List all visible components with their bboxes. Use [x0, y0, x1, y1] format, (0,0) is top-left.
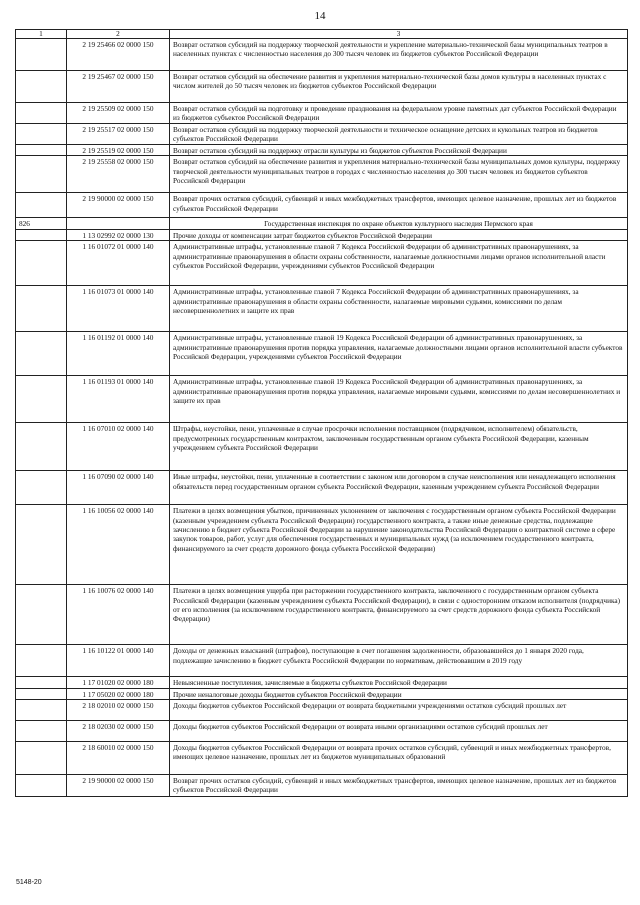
column-header-3: 3 — [170, 30, 628, 39]
admin-code-cell: 826 — [16, 218, 67, 229]
revenue-description-cell: Административные штрафы, установленные главой 7 Кодекса Российской Федерации об административных правонарушениях, за административные правонарушения в области охраны собственности, налагаемые мировыми судьями, комиссиями по делам несовершеннолетних и защите их прав — [170, 286, 628, 332]
admin-code-cell — [16, 645, 67, 677]
revenue-code-cell: 2 19 25509 02 0000 150 — [67, 103, 170, 124]
table-row — [16, 505, 628, 585]
table-row — [16, 124, 628, 145]
revenue-description-cell: Доходы бюджетов субъектов Российской Федерации от возврата иными организациями остатков субсидий прошлых лет — [170, 721, 628, 742]
revenue-description-cell: Возврат остатков субсидий на подготовку и проведение празднования на федеральном уровне памятных дат субъектов Российской Федерации из бюджетов субъектов Российской Федерации — [170, 103, 628, 124]
table-row — [16, 376, 628, 423]
table-row — [16, 775, 628, 797]
revenue-code-cell: 2 18 60010 02 0000 150 — [67, 742, 170, 775]
table-body — [16, 39, 628, 797]
table-row — [16, 688, 628, 699]
column-header-1: 1 — [16, 30, 67, 39]
revenue-code-cell: 2 18 02030 02 0000 150 — [67, 721, 170, 742]
admin-code-cell — [16, 156, 67, 193]
revenue-description-cell: Доходы бюджетов субъектов Российской Федерации от возврата прочих остатков субсидий, субвенций и иных межбюджетных трансфертов, имеющих целевое назначение, прошлых лет из бюджетов муниципальных образований — [170, 742, 628, 775]
admin-code-cell — [16, 229, 67, 240]
revenue-code-cell: 2 19 25466 02 0000 150 — [67, 39, 170, 71]
admin-code-cell — [16, 193, 67, 218]
table-row — [16, 229, 628, 240]
table-row — [16, 241, 628, 286]
revenue-description-cell: Административные штрафы, установленные главой 19 Кодекса Российской Федерации об административных правонарушениях, за административные правонарушения против порядка управления, налагаемые мировыми судьями, комиссиями по делам несовершеннолетних и защите их прав — [170, 376, 628, 423]
revenue-code-cell: 1 16 10056 02 0000 140 — [67, 505, 170, 585]
revenue-code-cell: 1 16 10122 01 0000 140 — [67, 645, 170, 677]
admin-code-cell — [16, 585, 67, 645]
table-header-row — [16, 30, 628, 39]
column-header-2: 2 — [67, 30, 170, 39]
revenue-code-cell: 2 19 25517 02 0000 150 — [67, 124, 170, 145]
revenue-description-cell: Иные штрафы, неустойки, пени, уплаченные в соответствии с законом или договором в случае неисполнения или ненадлежащего исполнения обязательств перед государственным органом субъекта Российской Федерации, казенным учреждением субъекта Российской Федерации — [170, 471, 628, 505]
revenue-code-cell: 1 13 02992 02 0000 130 — [67, 229, 170, 240]
table-row — [16, 645, 628, 677]
administrator-name-cell: Государственная инспекция по охране объектов культурного наследия Пермского края — [170, 218, 628, 229]
admin-code-cell — [16, 688, 67, 699]
revenue-description-cell: Штрафы, неустойки, пени, уплаченные в случае просрочки исполнения поставщиком (подрядчиком, исполнителем) обязательств, предусмотренных государственным контрактом, заключенным государственным органом субъекта Российской Федерации, казенным учреждением субъекта Российской Федерации — [170, 423, 628, 471]
revenue-description-cell: Возврат остатков субсидий на поддержку творческой деятельности и укрепление материально-технической базы муниципальных театров в населенных пунктах с численностью населения до 300 тысяч человек из бюджетов субъектов Российской Федерации — [170, 39, 628, 71]
revenue-description-cell: Невыясненные поступления, зачисляемые в бюджеты субъектов Российской Федерации — [170, 677, 628, 688]
revenue-code-cell: 2 18 02010 02 0000 150 — [67, 700, 170, 721]
revenue-code-cell: 2 19 90000 02 0000 150 — [67, 775, 170, 797]
admin-code-cell — [16, 376, 67, 423]
admin-code-cell — [16, 505, 67, 585]
administrator-header-row — [16, 218, 628, 229]
revenue-description-cell: Платежи в целях возмещения ущерба при расторжении государственного контракта, заключенного с государственным органом субъекта Российской Федерации (казенным учреждением субъекта Российской Федерации), в связи с односторонним отказом исполнителя (подрядчика) от его исполнения (за исключением государственного контракта, финансируемого за счет средств дорожного фонда субъекта Российской Федерации) — [170, 585, 628, 645]
revenue-codes-table — [15, 29, 628, 797]
revenue-description-cell: Возврат остатков субсидий на поддержку отрасли культуры из бюджетов субъектов Российской Федерации — [170, 145, 628, 156]
table-row — [16, 423, 628, 471]
revenue-description-cell: Возврат прочих остатков субсидий, субвенций и иных межбюджетных трансфертов, имеющих целевое назначение, прошлых лет из бюджетов субъектов Российской Федерации — [170, 193, 628, 218]
revenue-code-cell: 1 17 05020 02 0000 180 — [67, 688, 170, 699]
admin-code-cell — [16, 775, 67, 797]
table-row — [16, 193, 628, 218]
table-row — [16, 585, 628, 645]
revenue-description-cell: Возврат остатков субсидий на обеспечение развития и укрепления материально-технической базы муниципальных домов культуры, поддержку творческой деятельности муниципальных театров в городах с численностью населения до 300 тысяч человек из бюджетов субъектов Российской Федерации — [170, 156, 628, 193]
admin-code-cell — [16, 241, 67, 286]
revenue-description-cell: Административные штрафы, установленные главой 19 Кодекса Российской Федерации об административных правонарушениях, за административные правонарушения против порядка управления, налагаемые должностными лицами органов исполнительной власти субъектов Российской Федерации, учреждениями субъектов Российской Федерации — [170, 332, 628, 376]
revenue-description-cell: Прочие доходы от компенсации затрат бюджетов субъектов Российской Федерации — [170, 229, 628, 240]
admin-code-cell — [16, 124, 67, 145]
revenue-code-cell: 1 16 01193 01 0000 140 — [67, 376, 170, 423]
admin-code-cell — [16, 471, 67, 505]
revenue-code-cell: 1 17 01020 02 0000 180 — [67, 677, 170, 688]
admin-code-cell — [16, 39, 67, 71]
admin-code-cell — [16, 423, 67, 471]
revenue-description-cell: Административные штрафы, установленные главой 7 Кодекса Российской Федерации об административных правонарушениях, за административные правонарушения в области охраны собственности, налагаемые должностными лицами органов исполнительной власти субъектов Российской Федерации, учреждениями субъектов Российской Федерации — [170, 241, 628, 286]
revenue-description-cell: Прочие неналоговые доходы бюджетов субъектов Российской Федерации — [170, 688, 628, 699]
admin-code-cell — [16, 103, 67, 124]
table-row — [16, 742, 628, 775]
admin-code-cell — [16, 700, 67, 721]
table-row — [16, 71, 628, 103]
page-number: 14 — [314, 10, 326, 22]
revenue-code-cell: 1 16 10076 02 0000 140 — [67, 585, 170, 645]
table-row — [16, 286, 628, 332]
table-row — [16, 721, 628, 742]
revenue-code-cell: 1 16 01072 01 0000 140 — [67, 241, 170, 286]
table-row — [16, 677, 628, 688]
revenue-description-cell: Возврат остатков субсидий на обеспечение развития и укрепления материально-технической базы домов культуры в населенных пунктах с числом жителей до 50 тысяч человек из бюджетов субъектов Российской Федерации — [170, 71, 628, 103]
admin-code-cell — [16, 71, 67, 103]
table-row — [16, 103, 628, 124]
revenue-description-cell: Платежи в целях возмещения убытков, причиненных уклонением от заключения с государственным органом субъекта Российской Федерации (казенным учреждением субъекта Российской Федерации) государственного контракта, а также иные денежные средства, подлежащие зачислению в бюджет субъекта Российской Федерации за нарушение законодательства Российской Федерации о контрактной системе в сфере закупок товаров, работ, услуг для обеспечения государственных и муниципальных нужд (за исключением государственного контракта, финансируемого за счет средств дорожного фонда субъекта Российской Федерации) — [170, 505, 628, 585]
document-footer-code: 5148-20 — [16, 879, 42, 886]
revenue-code-cell: 1 16 07090 02 0000 140 — [67, 471, 170, 505]
revenue-code-cell: 1 16 01192 01 0000 140 — [67, 332, 170, 376]
revenue-code-cell: 2 19 90000 02 0000 150 — [67, 193, 170, 218]
table-row — [16, 39, 628, 71]
admin-code-cell — [16, 332, 67, 376]
revenue-code-cell: 1 16 07010 02 0000 140 — [67, 423, 170, 471]
admin-code-cell — [16, 742, 67, 775]
revenue-description-cell: Возврат прочих остатков субсидий, субвенций и иных межбюджетных трансфертов, имеющих целевое назначение, прошлых лет из бюджетов субъектов Российской Федерации — [170, 775, 628, 797]
revenue-code-cell: 2 19 25519 02 0000 150 — [67, 145, 170, 156]
revenue-code-cell: 2 19 25558 02 0000 150 — [67, 156, 170, 193]
admin-code-cell — [16, 145, 67, 156]
table-row — [16, 332, 628, 376]
admin-code-cell — [16, 677, 67, 688]
revenue-description-cell: Доходы бюджетов субъектов Российской Федерации от возврата бюджетными учреждениями остатков субсидий прошлых лет — [170, 700, 628, 721]
revenue-code-cell: 2 19 25467 02 0000 150 — [67, 71, 170, 103]
revenue-description-cell: Возврат остатков субсидий на поддержку творческой деятельности и техническое оснащение детских и кукольных театров из бюджетов субъектов Российской Федерации — [170, 124, 628, 145]
admin-code-cell — [16, 721, 67, 742]
admin-code-cell — [16, 286, 67, 332]
revenue-description-cell: Доходы от денежных взысканий (штрафов), поступающие в счет погашения задолженности, образовавшейся до 1 января 2020 года, подлежащие зачислению в бюджет субъекта Российской Федерации по нормативам, действовавшим в 2019 году — [170, 645, 628, 677]
revenue-code-cell: 1 16 01073 01 0000 140 — [67, 286, 170, 332]
table-row — [16, 700, 628, 721]
revenue-code-cell — [67, 218, 170, 229]
table-row — [16, 471, 628, 505]
table-row — [16, 145, 628, 156]
table-row — [16, 156, 628, 193]
